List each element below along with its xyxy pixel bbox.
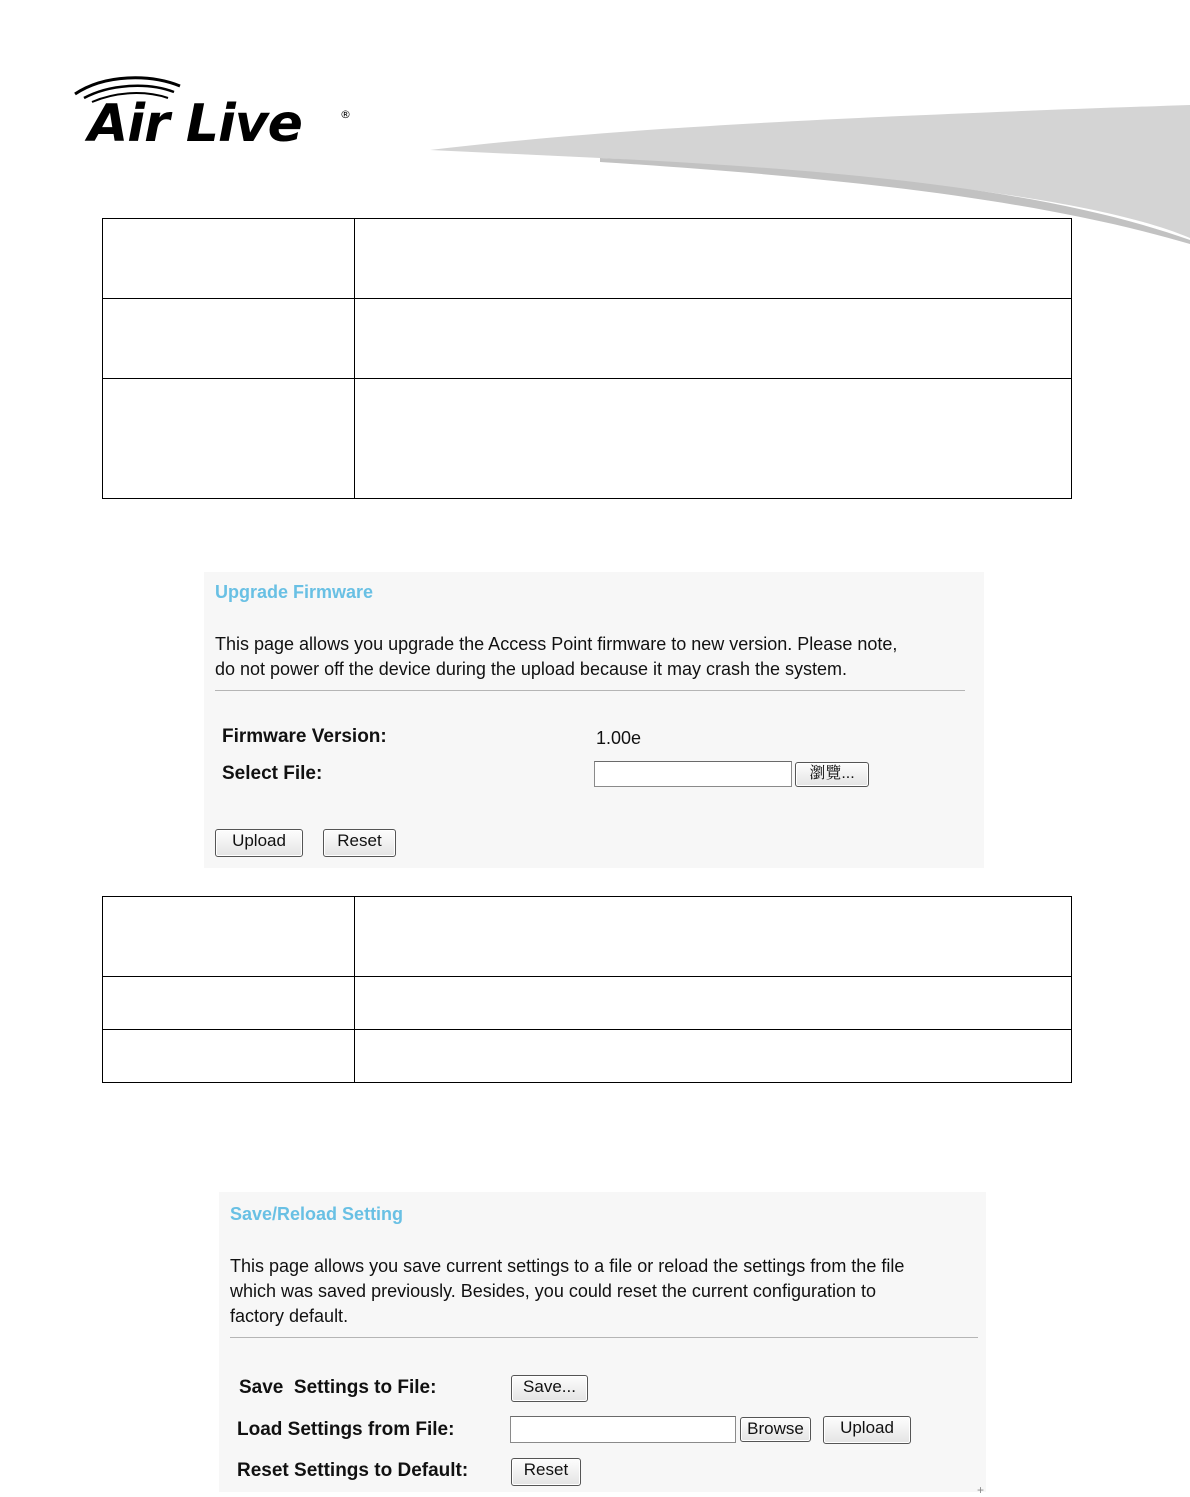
- table-row: [103, 219, 1072, 299]
- table-cell: [355, 977, 1072, 1030]
- cursor-mark: [977, 1483, 983, 1489]
- settings-file-input[interactable]: [510, 1416, 736, 1443]
- table-cell: [355, 299, 1072, 379]
- load-settings-label: Load Settings from File:: [237, 1419, 455, 1440]
- page-title: Upgrade Firmware: [215, 582, 374, 602]
- table-row: [103, 379, 1072, 499]
- divider: [230, 1337, 978, 1338]
- description-line: do not power off the device during the upload because it may crash the system.: [215, 659, 848, 679]
- logo-wordmark: Air Live: [88, 94, 302, 154]
- table-cell: [355, 897, 1072, 977]
- reset-settings-label: Reset Settings to Default:: [237, 1460, 469, 1481]
- save-button[interactable]: Save...: [511, 1375, 588, 1402]
- divider: [215, 690, 965, 691]
- firmware-version-label: Firmware Version:: [222, 726, 387, 747]
- upgrade-firmware-panel: [204, 572, 984, 868]
- page-title: Save/Reload Setting: [230, 1204, 404, 1224]
- airlive-logo: [70, 72, 360, 162]
- file-path-input[interactable]: [594, 761, 792, 787]
- table-cell: [355, 379, 1072, 499]
- select-file-label: Select File:: [222, 763, 323, 784]
- registered-mark: ®: [340, 108, 351, 121]
- table-cell: [103, 897, 355, 977]
- table-cell: [103, 977, 355, 1030]
- table-row: [103, 299, 1072, 379]
- save-settings-label: Save Settings to File:: [239, 1377, 437, 1398]
- reset-button[interactable]: Reset: [511, 1458, 581, 1486]
- table-cell: [103, 299, 355, 379]
- description-line: This page allows you upgrade the Access Point firmware to new version. Please note,: [215, 634, 898, 654]
- description-table-1: [102, 218, 1072, 499]
- reset-button[interactable]: Reset: [323, 829, 396, 857]
- description-line: This page allows you save current settings to a file or reload the settings from the file: [230, 1256, 905, 1276]
- page-description: [215, 632, 897, 682]
- table-row: [103, 1030, 1072, 1083]
- browse-button[interactable]: Browse: [740, 1417, 811, 1442]
- table-cell: [103, 219, 355, 299]
- table-cell: [355, 1030, 1072, 1083]
- table-cell: [103, 1030, 355, 1083]
- browse-button[interactable]: 瀏覽...: [795, 762, 869, 787]
- upload-button[interactable]: Upload: [823, 1416, 911, 1444]
- description-line: factory default.: [230, 1306, 349, 1326]
- table-cell: [103, 379, 355, 499]
- table-cell: [355, 219, 1072, 299]
- page-description: [230, 1254, 904, 1329]
- table-row: [103, 977, 1072, 1030]
- description-line: which was saved previously. Besides, you could reset the current configuration to: [230, 1281, 877, 1301]
- upload-button[interactable]: Upload: [215, 829, 303, 857]
- firmware-version-value: 1.00e: [596, 728, 642, 748]
- save-reload-panel: [219, 1192, 986, 1492]
- table-row: [103, 897, 1072, 977]
- description-table-2: [102, 896, 1072, 1083]
